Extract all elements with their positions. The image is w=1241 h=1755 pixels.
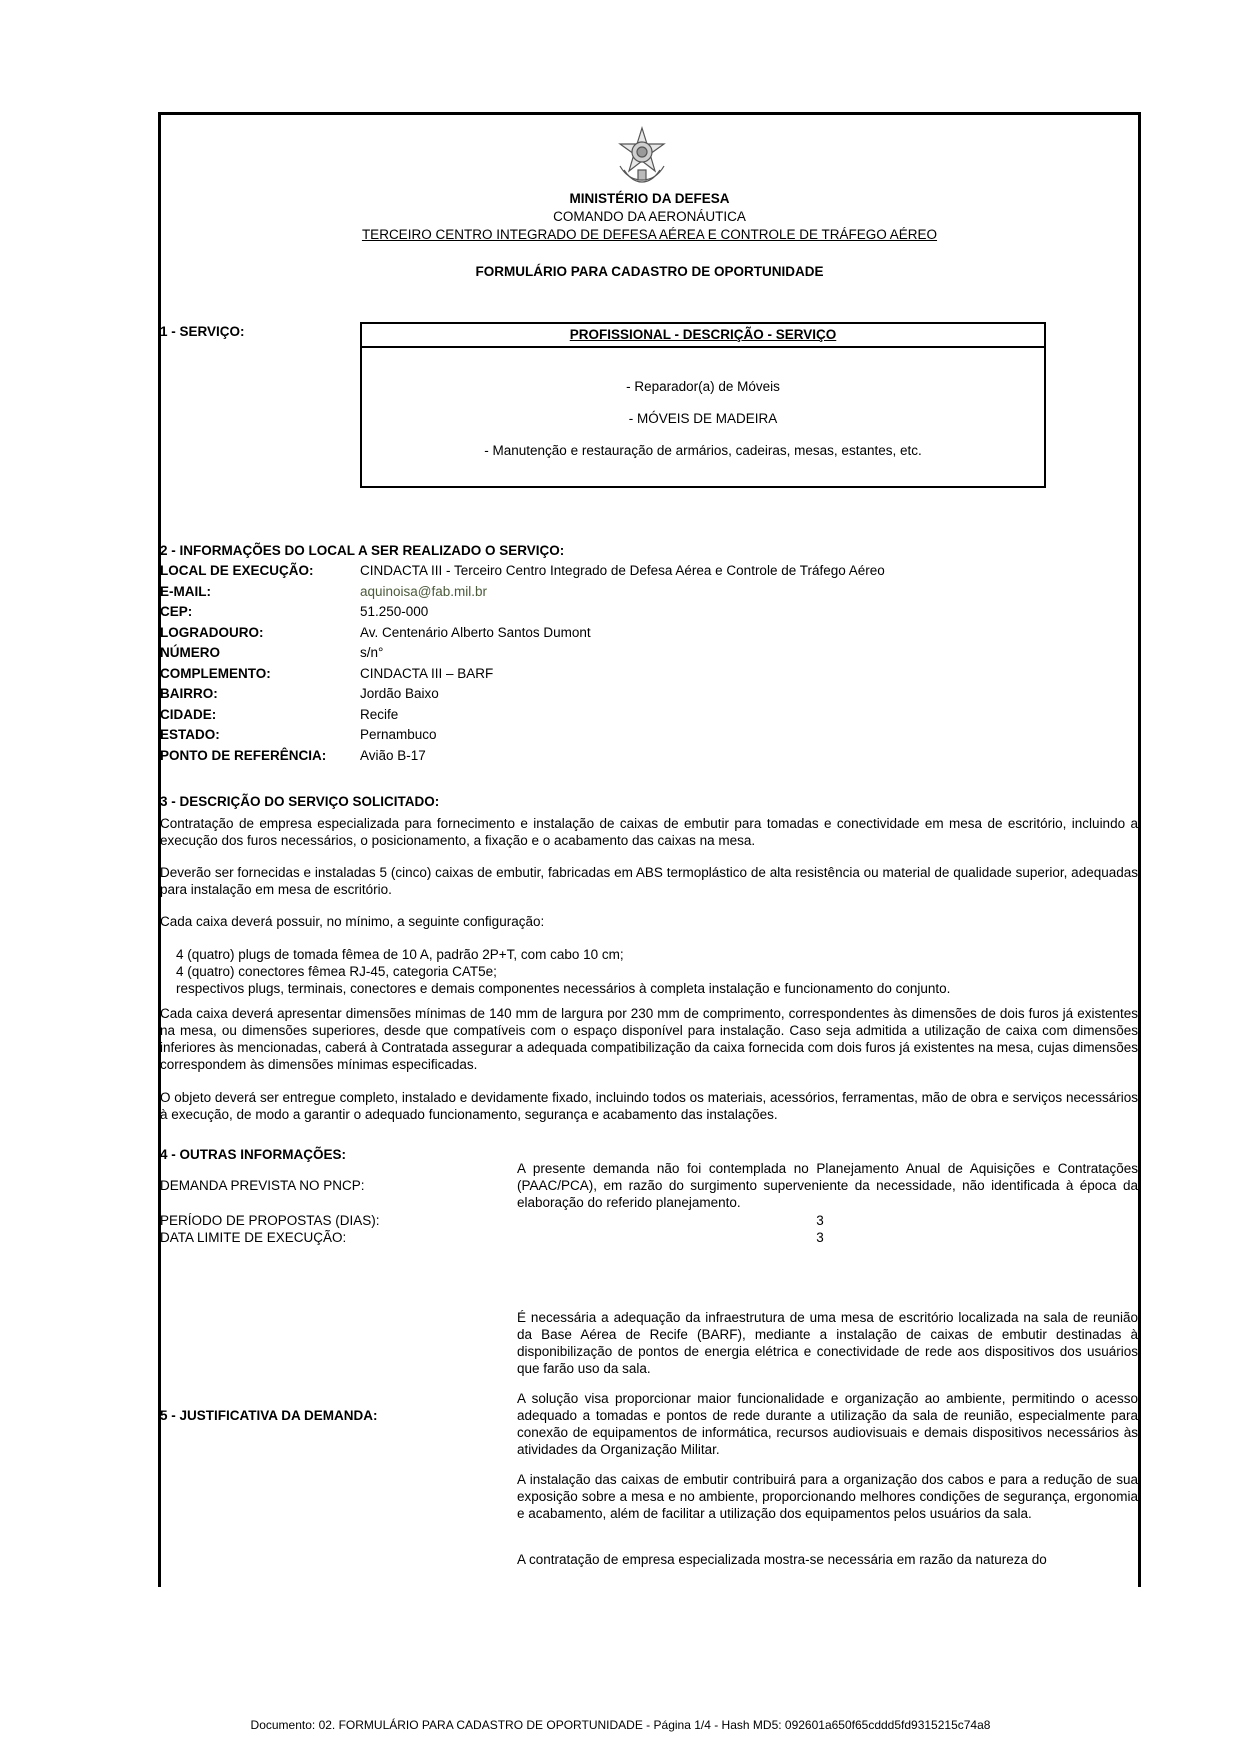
field-label: BAIRRO: [160, 686, 218, 701]
deadline-value: 3 [816, 1230, 824, 1245]
field-label: ESTADO: [160, 727, 220, 742]
location-fields [160, 561, 1100, 766]
justification-paragraph: A instalação das caixas de embutir contribuirá para a organização dos cabos e para a redução de sua exposição sobre a mesa e no ambiente, proporcionando melhores condições de segurança, ergonomia e acabamento, além de facilitar a utilização dos equipamentos pelos usuários da sala. [517, 1472, 1138, 1521]
section1-label: 1 - SERVIÇO: [160, 324, 245, 339]
description-paragraph: Cada caixa deverá possuir, no mínimo, a seguinte configuração: [160, 914, 545, 929]
field-label: CEP: [160, 604, 193, 619]
field-row [160, 602, 1100, 623]
form-title: FORMULÁRIO PARA CADASTRO DE OPORTUNIDADE [475, 264, 824, 279]
field-row [160, 746, 1100, 767]
service-line: - Reparador(a) de Móveis [626, 379, 780, 394]
service-line: - Manutenção e restauração de armários, cadeiras, mesas, estantes, etc. [484, 443, 922, 458]
center-heading: TERCEIRO CENTRO INTEGRADO DE DEFESA AÉREA E CONTROLE DE TRÁFEGO AÉREO [361, 227, 938, 242]
section2-title: 2 - INFORMAÇÕES DO LOCAL A SER REALIZADO O SERVIÇO: [160, 543, 565, 558]
field-row [160, 582, 1100, 603]
pncp-label: DEMANDA PREVISTA NO PNCP: [160, 1178, 365, 1193]
field-row [160, 561, 1100, 582]
description-paragraph: Deverão ser fornecidas e instaladas 5 (cinco) caixas de embutir, fabricadas em ABS termoplástico de alta resistência ou material de qualidade superior, adequadas para instalação em mesa de escritório. [160, 865, 1138, 897]
period-value: 3 [816, 1213, 824, 1228]
command-heading: COMANDO DA AERONÁUTICA [553, 209, 746, 224]
field-row [160, 643, 1100, 664]
list-item: respectivos plugs, terminais, conectores e demais componentes necessários à completa instalação e funcionamento do conjunto. [176, 981, 951, 996]
field-label: LOCAL DE EXECUÇÃO: [160, 563, 314, 578]
justification-paragraph: A solução visa proporcionar maior funcionalidade e organização ao ambiente, permitindo o acesso adequado a tomadas e pontos de rede durante a utilização da sala de reunião, especialmente para conexão de equipamentos de informática, recursos audiovisuais e demais dispositivos necessários às atividades da Organização Militar. [517, 1391, 1138, 1457]
field-value: Avião B-17 [360, 747, 426, 763]
list-item: 4 (quatro) conectores fêmea RJ-45, categoria CAT5e; [176, 964, 497, 979]
field-label: E-MAIL: [160, 583, 211, 599]
service-box [360, 322, 1046, 488]
field-value: s/n° [360, 645, 384, 660]
justification-paragraph: É necessária a adequação da infraestrutura de uma mesa de escritório localizada na sala de reunião da Base Aérea de Recife (BARF), mediante a instalação de caixas de embutir destinadas à disponibilização de pontos de energia elétrica e conectividade de rede aos dispositivos dos usuários que farão uso da sala. [517, 1310, 1138, 1376]
page-footer: Documento: 02. FORMULÁRIO PARA CADASTRO DE OPORTUNIDADE - Página 1/4 - Hash MD5: 092601a650f65cddd5fd9315215c74a8 [250, 1718, 991, 1732]
email-link[interactable]: aquinoisa@fab.mil.br [360, 583, 488, 599]
deadline-label: DATA LIMITE DE EXECUÇÃO: [160, 1230, 347, 1245]
section4-title: 4 - OUTRAS INFORMAÇÕES: [160, 1147, 347, 1162]
field-value: Av. Centenário Alberto Santos Dumont [360, 624, 591, 640]
field-value: Recife [360, 706, 399, 722]
field-label: COMPLEMENTO: [160, 665, 271, 681]
field-value: Jordão Baixo [360, 686, 439, 701]
list-item: 4 (quatro) plugs de tomada fêmea de 10 A, padrão 2P+T, com cabo 10 cm; [176, 947, 624, 962]
ministry-heading: MINISTÉRIO DA DEFESA [569, 191, 730, 206]
brazil-coat-of-arms-icon [614, 126, 670, 184]
service-line: - MÓVEIS DE MADEIRA [628, 411, 778, 426]
field-value: CINDACTA III – BARF [360, 665, 494, 681]
field-value: CINDACTA III - Terceiro Centro Integrado de Defesa Aérea e Controle de Tráfego Aéreo [360, 563, 885, 578]
description-paragraph: O objeto deverá ser entregue completo, instalado e devidamente fixado, incluindo todos os materiais, acessórios, ferramentas, mão de obra e serviços necessários à execução, de modo a garantir o adequado funcionamento, segurança e acabamento das instalações. [160, 1090, 1138, 1122]
field-label: CIDADE: [160, 706, 217, 722]
service-box-header: PROFISSIONAL - DESCRIÇÃO - SERVIÇO [362, 324, 1044, 348]
field-row [160, 623, 1100, 644]
period-label: PERÍODO DE PROPOSTAS (DIAS): [160, 1213, 380, 1228]
description-paragraph: Cada caixa deverá apresentar dimensões mínimas de 140 mm de largura por 230 mm de comprimento, correspondentes às dimensões de dois furos já existentes na mesa, ou dimensões superiores, desde que compatíveis com o espaço disponível para instalação. Caso seja admitida a utilização de caixa com dimensões inferiores às mencionadas, caberá à Contratada assegurar a adequada compatibilização da caixa fornecida com dois furos já existentes na mesa, cujas dimensões correspondem às dimensões mínimas especificadas. [160, 1006, 1138, 1072]
field-label: NÚMERO [160, 645, 220, 660]
field-value: Pernambuco [360, 727, 437, 742]
configuration-list [176, 946, 1138, 997]
field-row [160, 725, 1100, 746]
description-paragraph: Contratação de empresa especializada para fornecimento e instalação de caixas de embutir para tomadas e conectividade em mesa de escritório, incluindo a execução dos furos necessários, o posicionamento, a fixação e o acabamento das caixas na mesa. [160, 816, 1138, 848]
field-row [160, 705, 1100, 726]
field-row [160, 684, 1100, 705]
section3-title: 3 - DESCRIÇÃO DO SERVIÇO SOLICITADO: [160, 794, 440, 809]
justification-paragraph: A contratação de empresa especializada mostra-se necessária em razão da natureza do [517, 1552, 1047, 1567]
pncp-value: A presente demanda não foi contemplada no Planejamento Anual de Aquisições e Contratações (PAAC/PCA), em razão do surgimento superveniente da necessidade, não identificada à época da elaboração do referido planejamento. [517, 1161, 1138, 1210]
field-label: LOGRADOURO: [160, 624, 264, 640]
section5-label: 5 - JUSTIFICATIVA DA DEMANDA: [160, 1408, 378, 1423]
field-value: 51.250-000 [360, 604, 429, 619]
field-row [160, 664, 1100, 685]
field-label: PONTO DE REFERÊNCIA: [160, 747, 327, 763]
